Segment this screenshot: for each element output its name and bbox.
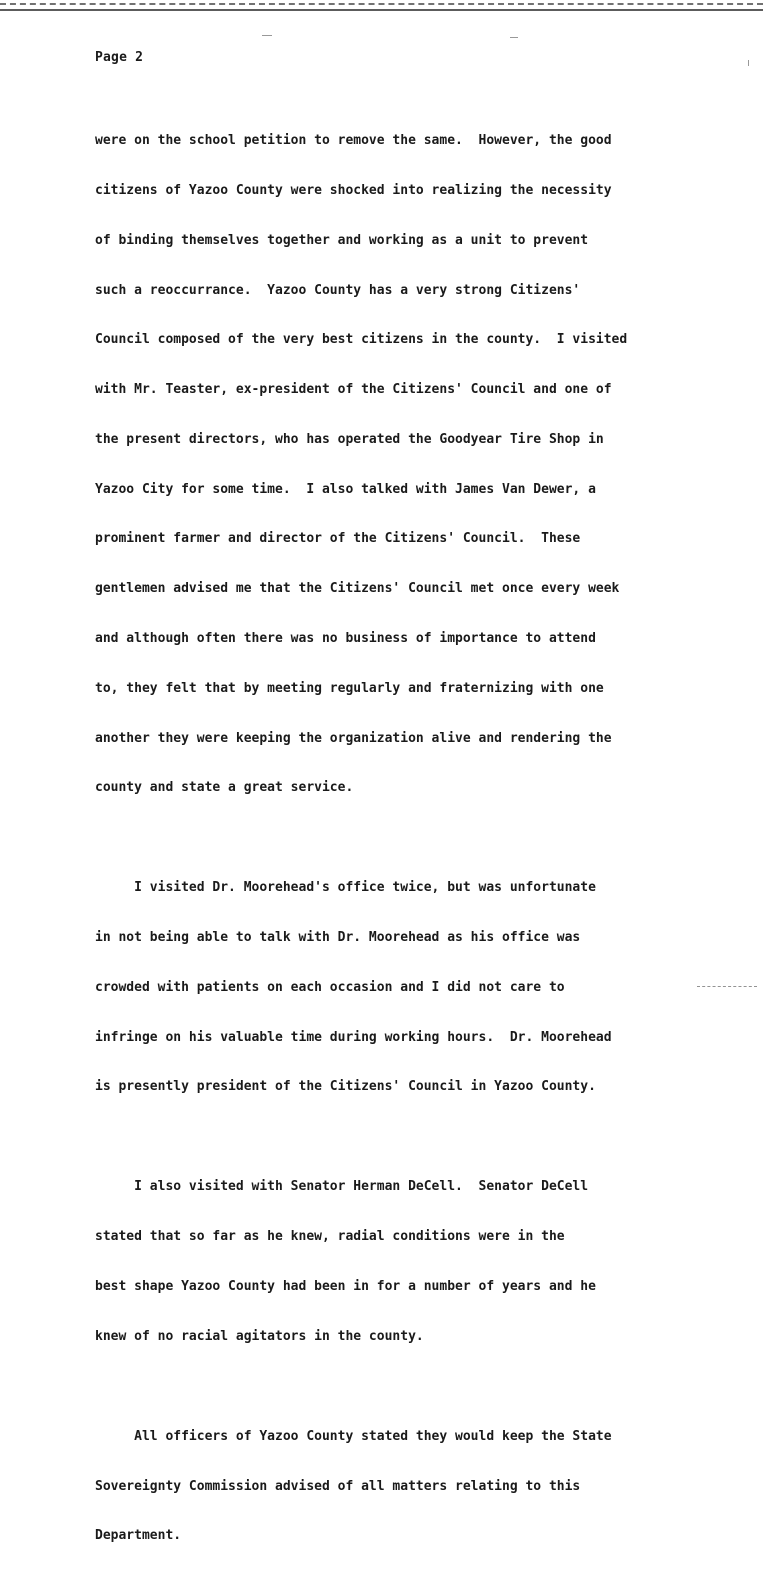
text-line: Yazoo City for some time. I also talked with James Van Dewer, a [95, 481, 596, 497]
page-top-edge [0, 3, 763, 5]
text-line: infringe on his valuable time during working hours. Dr. Moorehead [95, 1029, 612, 1045]
text-line: Department. [95, 1528, 182, 1544]
text-line: Council composed of the very best citizens in the county. I visited [95, 332, 628, 348]
text-line: All officers of Yazoo County stated they would keep the State [95, 1428, 612, 1444]
page-corner-mark [697, 986, 757, 987]
text-line: gentlemen advised me that the Citizens' Council met once every week [95, 581, 620, 597]
text-line: Sovereignty Commission advised of all matters relating to this [95, 1478, 581, 1494]
text-line: citizens of Yazoo County were shocked into realizing the necessity [95, 182, 612, 198]
paragraph [95, 1146, 725, 1378]
text-line: county and state a great service. [95, 780, 354, 796]
text-line: prominent farmer and director of the Citizens' Council. These [95, 531, 581, 547]
scan-speck [748, 60, 749, 66]
paragraph [95, 1396, 725, 1579]
text-line: to, they felt that by meeting regularly and fraternizing with one [95, 680, 604, 696]
text-line: crowded with patients on each occasion and I did not care to [95, 979, 565, 995]
page-top-rule [0, 9, 763, 11]
text-line: in not being able to talk with Dr. Moorehead as his office was [95, 930, 581, 946]
text-line: the present directors, who has operated the Goodyear Tire Shop in [95, 431, 604, 447]
text-line: another they were keeping the organization alive and rendering the [95, 730, 612, 746]
text-line: I visited Dr. Moorehead's office twice, but was unfortunate [95, 880, 596, 896]
text-line: were on the school petition to remove the same. However, the good [95, 133, 612, 149]
scan-speck [262, 35, 272, 36]
text-line: stated that so far as he knew, radial conditions were in the [95, 1229, 565, 1245]
letter-body [95, 100, 725, 1595]
scan-speck [510, 37, 518, 38]
text-line: best shape Yazoo County had been in for a number of years and he [95, 1278, 596, 1294]
text-line: I also visited with Senator Herman DeCell. Senator DeCell [95, 1179, 589, 1195]
text-line: and although often there was no business of importance to attend [95, 631, 596, 646]
paragraph [95, 100, 725, 830]
text-line: such a reoccurrance. Yazoo County has a very strong Citizens' [95, 282, 581, 298]
text-line: knew of no racial agitators in the county. [95, 1328, 424, 1344]
text-line: is presently president of the Citizens' Council in Yazoo County. [95, 1079, 596, 1095]
paragraph [95, 847, 725, 1129]
text-line: with Mr. Teaster, ex-president of the Citizens' Council and one of [95, 382, 612, 398]
text-line: of binding themselves together and working as a unit to prevent [95, 232, 589, 248]
page-number: Page 2 [95, 50, 144, 65]
